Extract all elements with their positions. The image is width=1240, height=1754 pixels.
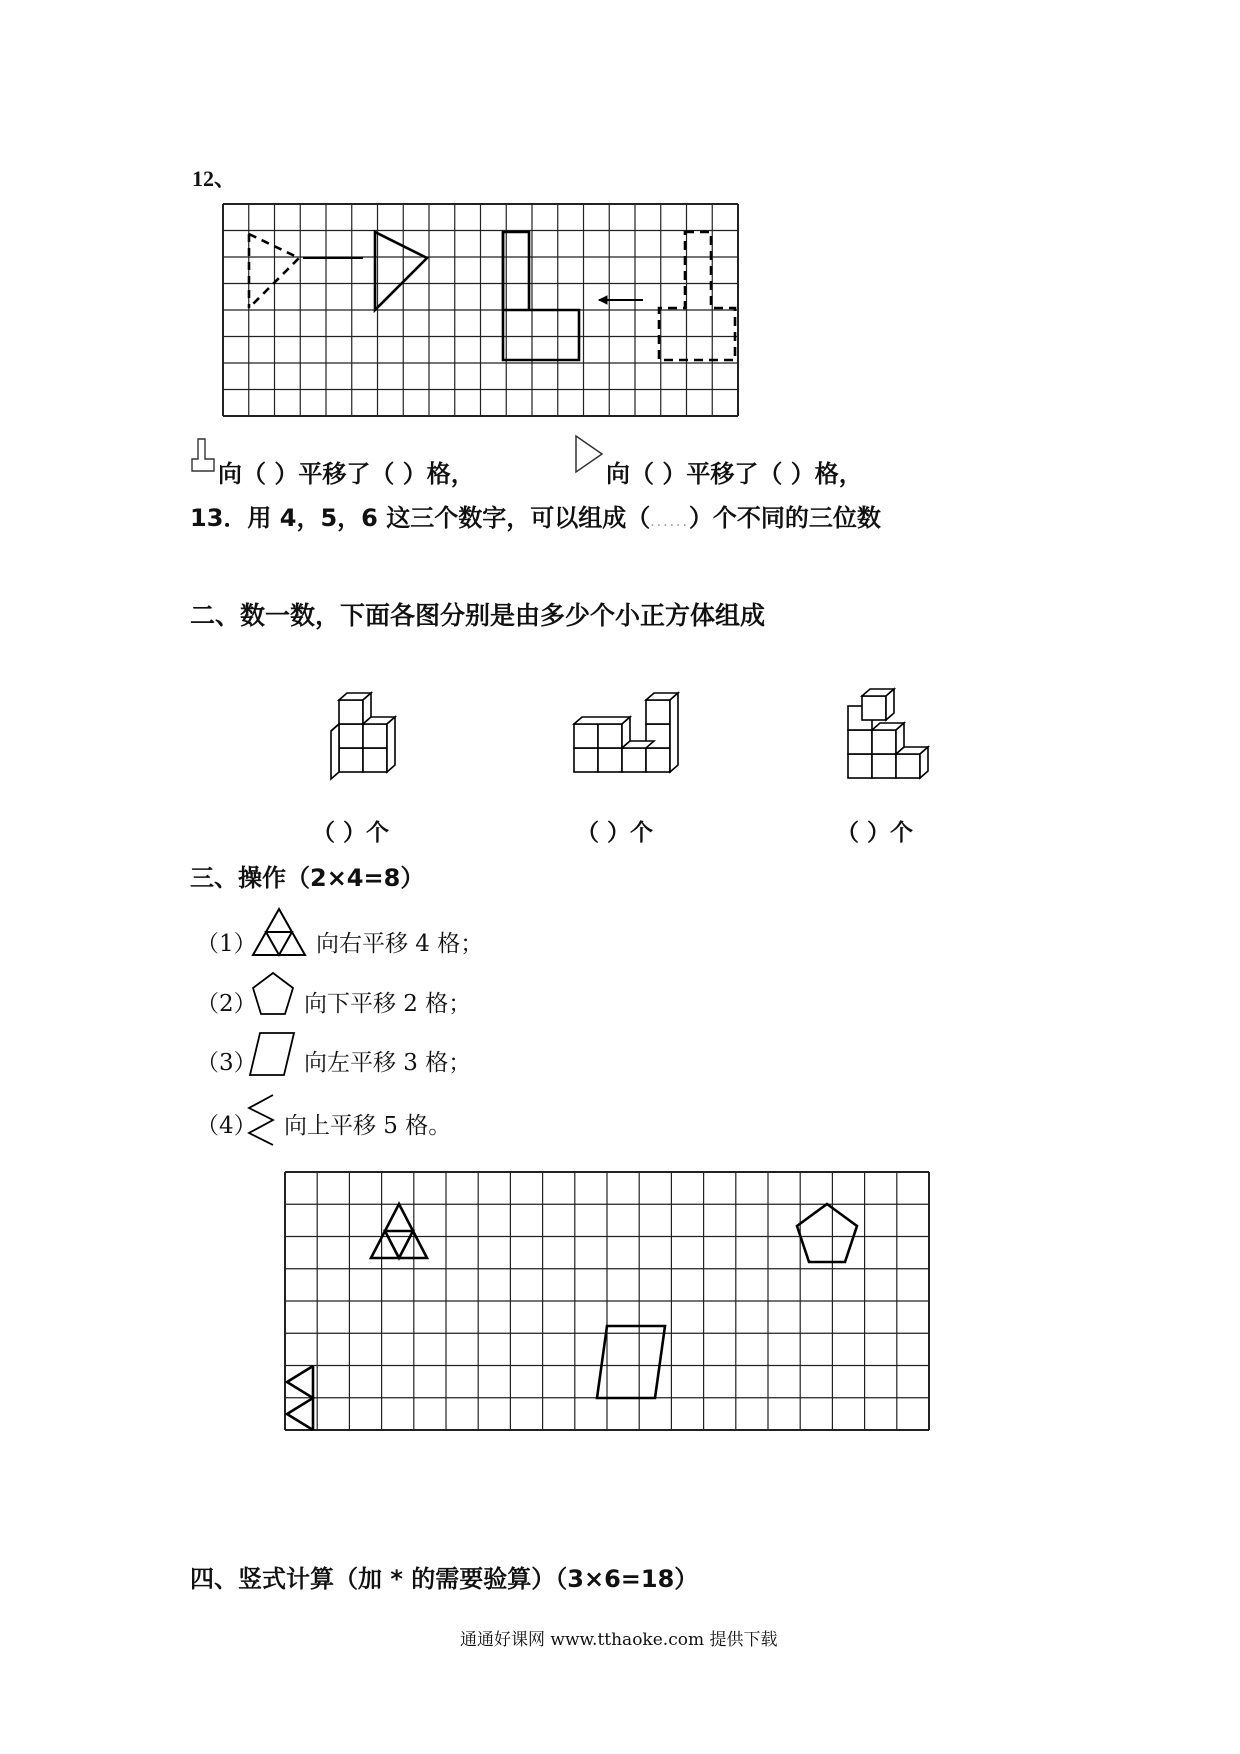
pentagon-icon <box>250 970 296 1018</box>
solid-t-shape <box>503 232 579 360</box>
parallelogram-icon <box>248 1030 296 1078</box>
q12-grid <box>223 204 738 416</box>
solid-triangle-shape <box>375 232 427 310</box>
question-13 <box>190 498 881 533</box>
cube-figure-3 <box>840 680 940 790</box>
q13-text-before: 13．用 4，5，6 这三个数字，可以组成（ <box>190 504 651 532</box>
op-item-1-num: （1） <box>196 931 257 957</box>
op-item-2-num: （2） <box>196 991 257 1017</box>
grid-triangle-of-triangles <box>371 1204 427 1258</box>
q12-blank-b: 向（ ）平移了（ ）格， <box>606 460 863 488</box>
cube-figure-1 <box>325 695 400 790</box>
triangle-of-triangles-icon <box>250 906 308 958</box>
q13-blank: ...... <box>650 514 689 530</box>
page-footer: 通通好课网 www.tthaoke.com 提供下载 <box>460 1630 778 1650</box>
op-item-2-text: 向下平移 2 格； <box>304 991 472 1017</box>
op-item-1-text: 向右平移 4 格； <box>316 931 484 957</box>
cube-answer-3: （ ）个 <box>836 820 914 846</box>
cube-figure-2 <box>566 695 696 790</box>
op-item-3-num: （3） <box>196 1050 257 1076</box>
section-3-title: 三、操作（2×4=8） <box>190 864 425 892</box>
section-2-title: 二、数一数，下面各图分别是由多少个小正方体组成 <box>190 601 766 630</box>
cube-answer-1: （ ）个 <box>312 820 390 846</box>
q12-blank-a: 向（ ）平移了（ ）格， <box>218 460 475 488</box>
double-triangle-icon <box>246 1092 276 1148</box>
operation-grid <box>285 1172 929 1430</box>
question-12-number: 12、 <box>192 166 237 191</box>
dashed-t-shape <box>659 232 735 360</box>
grid-pentagon <box>797 1204 857 1262</box>
t-shape-icon <box>190 437 216 473</box>
section-4-title: 四、竖式计算（加 * 的需要验算）（3×6=18） <box>190 1565 699 1593</box>
triangle-icon <box>572 434 606 476</box>
op-item-4-text: 向上平移 5 格。 <box>284 1113 452 1139</box>
op-item-4-num: （4） <box>196 1113 257 1139</box>
op-item-3-text: 向左平移 3 格； <box>304 1050 472 1076</box>
cube-answer-2: （ ）个 <box>576 820 654 846</box>
q13-text-after: ）个不同的三位数 <box>688 504 881 532</box>
